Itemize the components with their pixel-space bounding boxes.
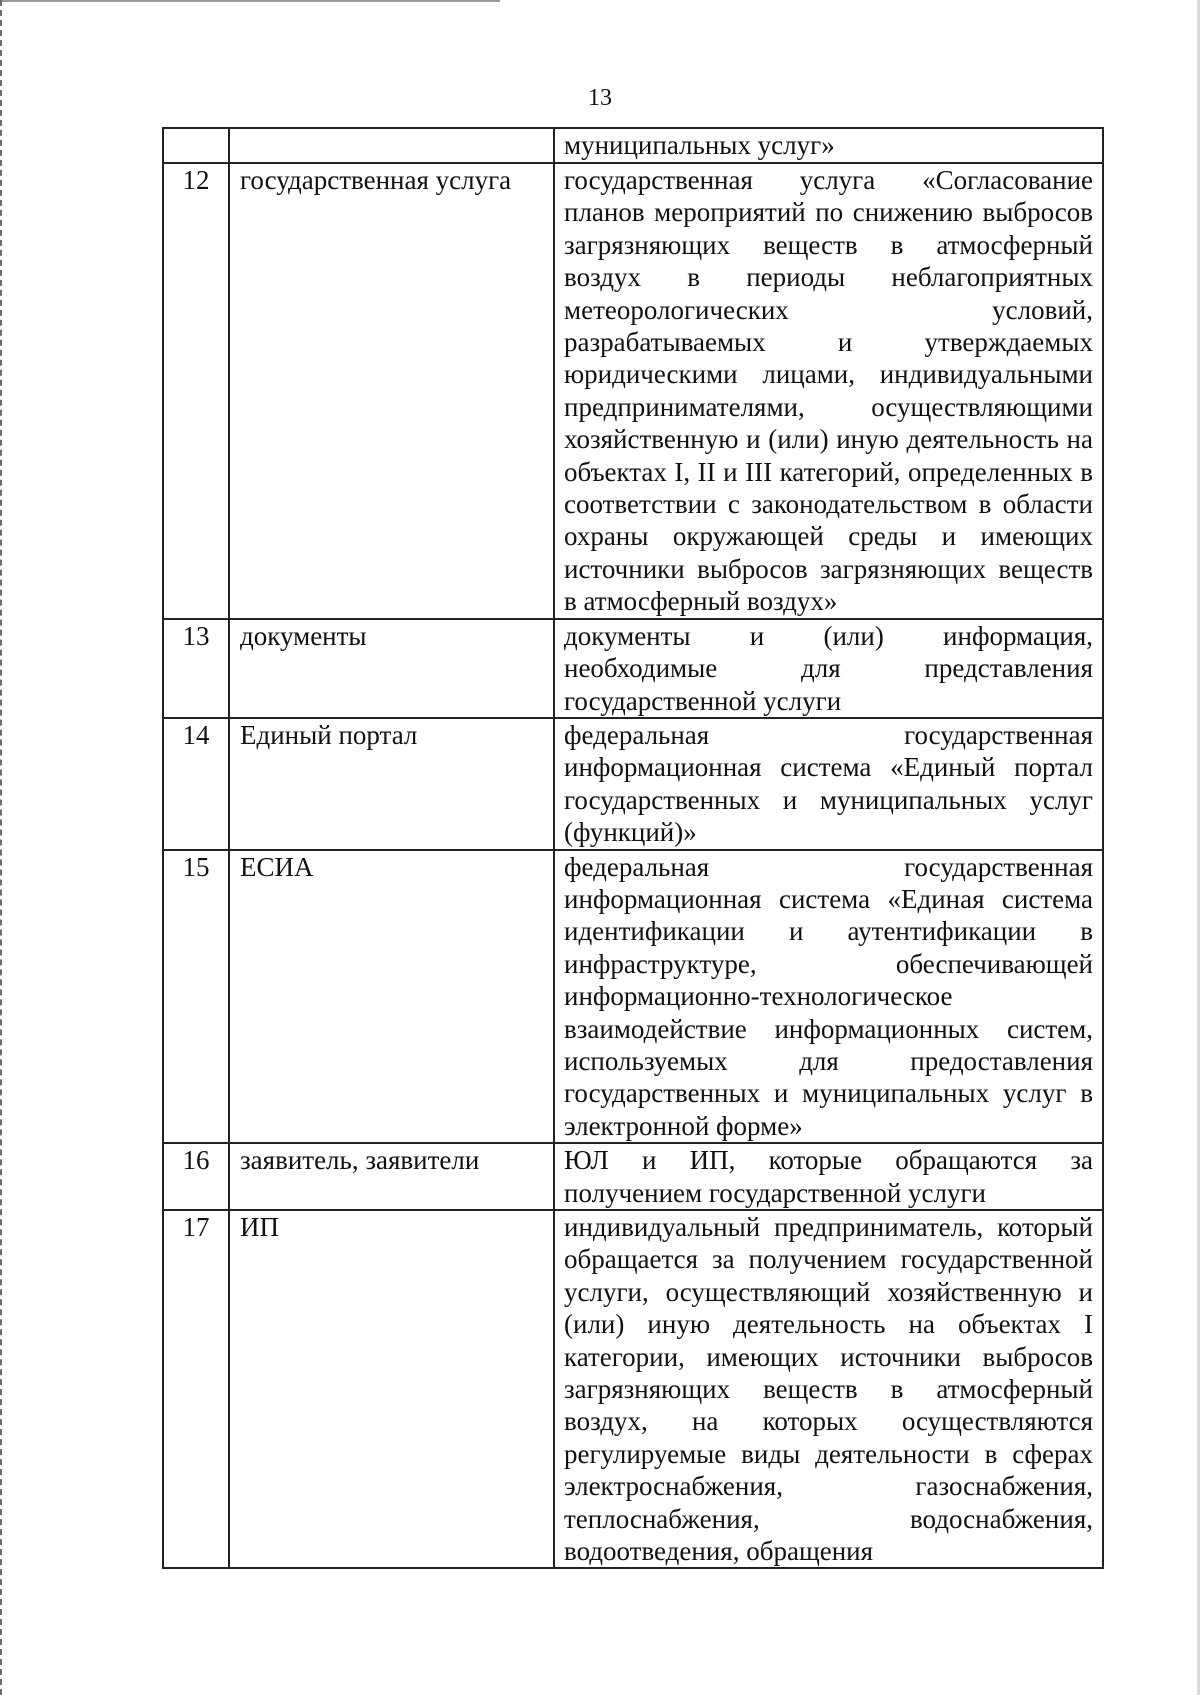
term-cell: ЕСИА [229, 850, 554, 1144]
definitions-table-container [162, 127, 1102, 1569]
table-row-14 [163, 718, 1103, 850]
page-top-edge [0, 0, 500, 2]
term-cell [229, 128, 554, 163]
definition-cell: документы и (или) информация, необходимые для представления государственной услуги [554, 619, 1103, 718]
term-cell: ИП [229, 1210, 554, 1568]
term-cell: Единый портал [229, 718, 554, 850]
table-row-17 [163, 1210, 1103, 1568]
row-number-cell: 15 [163, 850, 229, 1144]
term-cell: заявитель, заявители [229, 1143, 554, 1210]
table-row-continuation [163, 128, 1103, 163]
table-row-15 [163, 850, 1103, 1144]
definition-cell: ЮЛ и ИП, которые обращаются за получением государственной услуги [554, 1143, 1103, 1210]
table-row-13 [163, 619, 1103, 718]
row-number-cell: 16 [163, 1143, 229, 1210]
definitions-table [162, 127, 1104, 1569]
definition-cell: федеральная государственная информационная система «Единый портал государственных и муниципальных услуг (функций)» [554, 718, 1103, 850]
term-cell: государственная услуга [229, 163, 554, 619]
row-number-cell: 17 [163, 1210, 229, 1568]
definition-cell: индивидуальный предприниматель, который обращается за получением государственной услуги, осуществляющий хозяйственную и (или) иную деятельность на объектах I категории, имеющих источники выбросов загрязняющих веществ в атмосферный воздух, на которых осуществляются регулируемые виды деятельности в сферах электроснабжения, газоснабжения, теплоснабжения, водоснабжения, водоотведения, обращения [554, 1210, 1103, 1568]
row-number-cell: 12 [163, 163, 229, 619]
term-cell: документы [229, 619, 554, 718]
table-row-12 [163, 163, 1103, 619]
definition-cell: муниципальных услуг» [554, 128, 1103, 163]
definition-cell: государственная услуга «Согласование планов мероприятий по снижению выбросов загрязняющих веществ в атмосферный воздух в периоды неблагоприятных метеорологических условий, разрабатываемых и утверждаемых юридическими лицами, индивидуальными предпринимателями, осуществляющими хозяйственную и (или) иную деятельность на объектах I, II и III категорий, определенных в соответствии с законодательством в области охраны окружающей среды и имеющих источники выбросов загрязняющих веществ в атмосферный воздух» [554, 163, 1103, 619]
row-number-cell: 13 [163, 619, 229, 718]
row-number-cell [163, 128, 229, 163]
scan-left-margin-marks [0, 0, 6, 1695]
definition-cell: федеральная государственная информационная система «Единая система идентификации и аутентификации в инфраструктуре, обеспечивающей информационно-технологическое взаимодействие информационных систем, используемых для предоставления государственных и муниципальных услуг в электронной форме» [554, 850, 1103, 1144]
row-number-cell: 14 [163, 718, 229, 850]
page-number: 13 [588, 85, 612, 111]
table-row-16 [163, 1143, 1103, 1210]
